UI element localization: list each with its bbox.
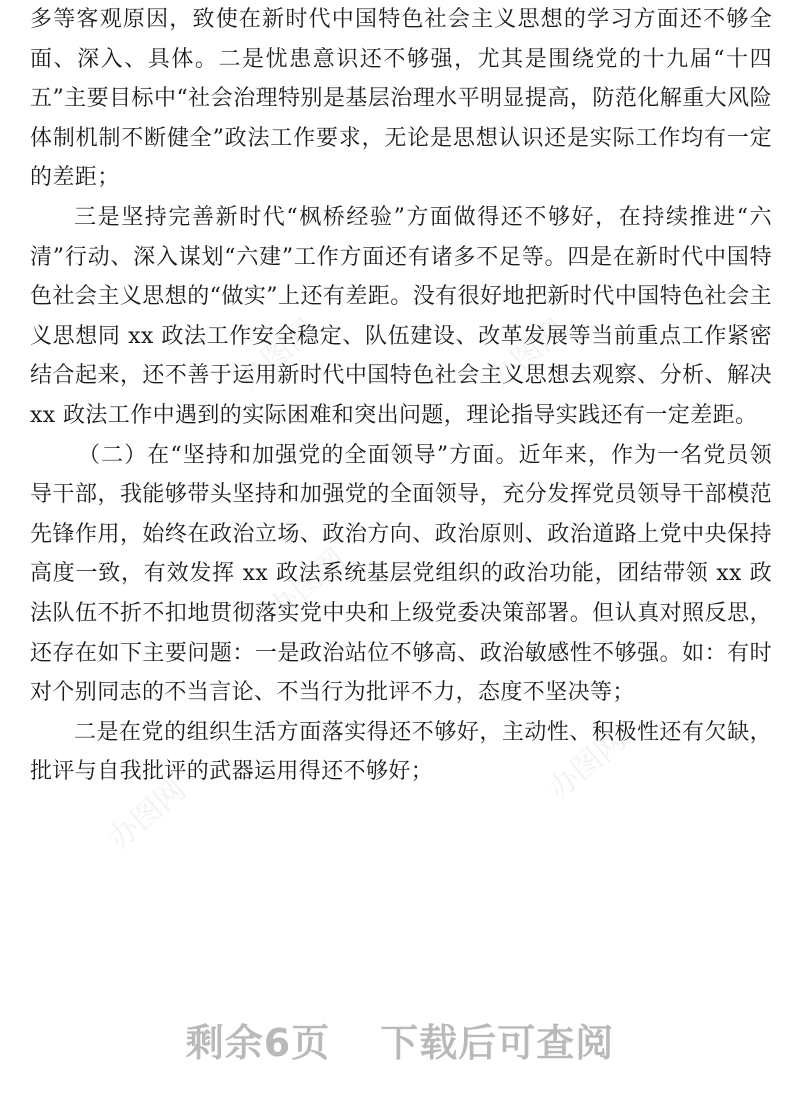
- download-to-view-label: 下载后可查阅: [380, 1021, 615, 1065]
- paragraph-4: 二是在党的组织生活方面落实得还不够好，主动性、积极性还有欠缺，批评与自我批评的武器运用得还不够好；: [30, 719, 772, 785]
- watermark-text: 办图网: [481, 312, 573, 398]
- watermark-text: 办图网: [261, 542, 353, 628]
- remaining-pages-label: 剩余6页: [185, 1021, 331, 1065]
- document-body: [30, 0, 772, 792]
- watermark-text: 办图网: [231, 312, 323, 398]
- watermark-text: 办图网: [541, 722, 633, 808]
- watermark-text: 办图网: [101, 772, 193, 858]
- paragraph-3: （二）在“坚持和加强党的全面领导”方面。近年来，作为一名党员领导干部，我能够带头坚持和加强党的全面领导，充分发挥党员领导干部模范先锋作用，始终在政治立场、政治方向、政治原则、政治道路上党中央保持高度一致，有效发挥 xx 政法系统基层党组织的政治功能，团结带领 xx 政法队伍不折不扣地贯彻落实党中央和上级党委决策部署。但认真对照反思，还存在如下主要问题：一是政治站位不够高、政治敏感性不够强。如：有时对个别同志的不当言论、不当行为批评不力，态度不坚决等；: [30, 442, 772, 706]
- paragraph-2: 三是坚持完善新时代“枫桥经验”方面做得还不够好，在持续推进“六清”行动、深入谋划“六建”工作方面还有诸多不足等。四是在新时代中国特色社会主义思想的“做实”上还有差距。没有很好地把新时代中国特色社会主义思想同 xx 政法工作安全稳定、队伍建设、改革发展等当前重点工作紧密结合起来，还不善于运用新时代中国特色社会主义思想去观察、分析、解决 xx 政法工作中遇到的实际困难和突出问题，理论指导实践还有一定差距。: [30, 204, 772, 428]
- paragraph-1: 多等客观原因，致使在新时代中国特色社会主义思想的学习方面还不够全面、深入、具体。二是忧患意识还不够强，尤其是围绕党的十九届“十四五”主要目标中“社会治理特别是基层治理水平明显提高，防范化解重大风险体制机制不断健全”政法工作要求，无论是思想认识还是实际工作均有一定的差距；: [30, 7, 772, 191]
- download-prompt-banner[interactable]: [0, 1012, 800, 1067]
